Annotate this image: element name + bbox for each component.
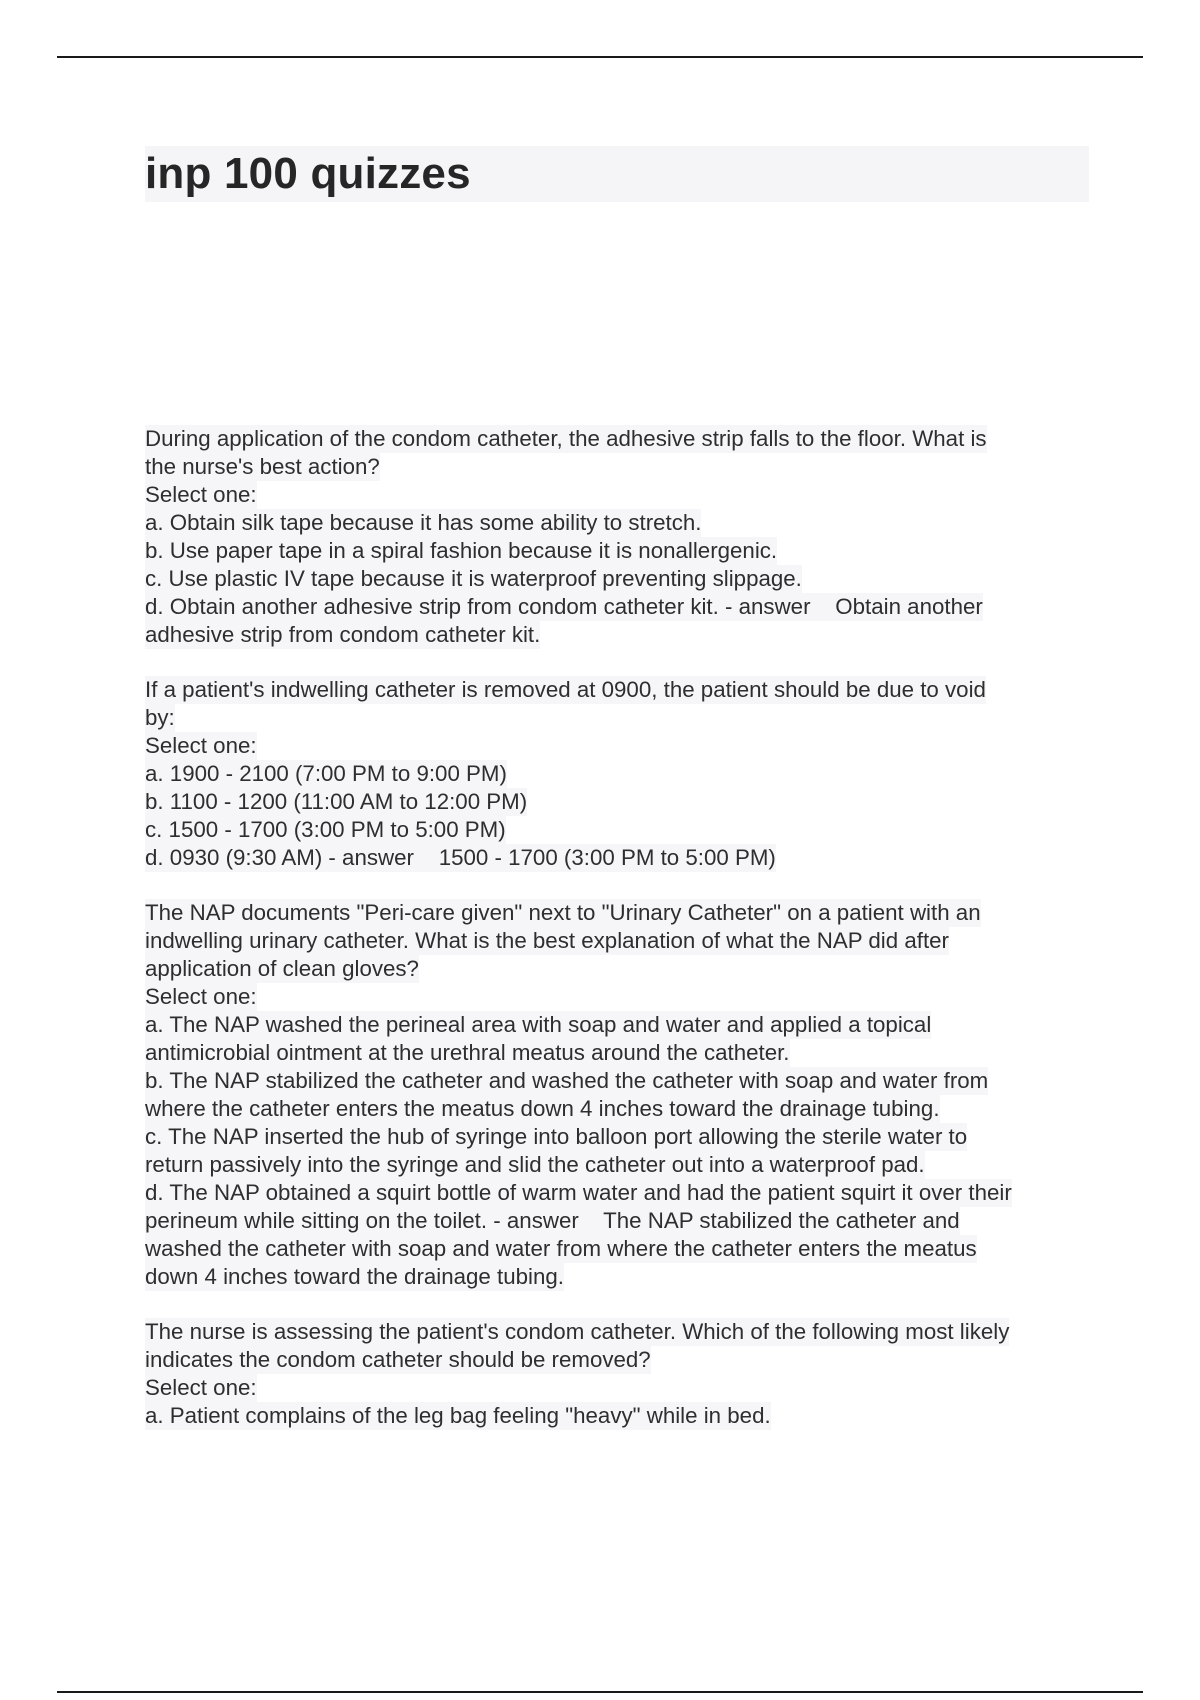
bottom-rule (57, 1691, 1143, 1693)
select-prompt: Select one: (145, 984, 257, 1009)
question-text: During application of the condom catheter, the adhesive strip falls to the floor. What is (145, 426, 987, 451)
question-text: indicates the condom catheter should be removed? (145, 1347, 651, 1372)
option-d-with-answer: d. Obtain another adhesive strip from condom catheter kit. - answer Obtain another (145, 594, 983, 619)
select-prompt: Select one: (145, 733, 257, 758)
option-b: b. Use paper tape in a spiral fashion because it is nonallergenic. (145, 538, 778, 563)
question-block-2 (145, 676, 1095, 872)
question-block-4 (145, 1318, 1095, 1430)
question-text: by: (145, 705, 175, 730)
option-c: c. The NAP inserted the hub of syringe into balloon port allowing the sterile water to (145, 1124, 968, 1149)
question-text: The nurse is assessing the patient's condom catheter. Which of the following most likely (145, 1319, 1010, 1344)
option-a: a. Obtain silk tape because it has some ability to stretch. (145, 510, 702, 535)
question-text: application of clean gloves? (145, 956, 419, 981)
option-a: antimicrobial ointment at the urethral meatus around the catheter. (145, 1040, 790, 1065)
quiz-content (145, 425, 1095, 1457)
option-c: c. Use plastic IV tape because it is waterproof preventing slippage. (145, 566, 802, 591)
answer-text: adhesive strip from condom catheter kit. (145, 622, 541, 647)
option-b: b. 1100 - 1200 (11:00 AM to 12:00 PM) (145, 789, 528, 814)
answer-text: washed the catheter with soap and water from where the catheter enters the meatus (145, 1236, 977, 1261)
option-d-with-answer: d. The NAP obtained a squirt bottle of warm water and had the patient squirt it over their (145, 1180, 1012, 1205)
question-block-3 (145, 899, 1095, 1291)
question-text: the nurse's best action? (145, 454, 380, 479)
select-prompt: Select one: (145, 482, 257, 507)
option-d-with-answer: d. 0930 (9:30 AM) - answer 1500 - 1700 (3:00 PM to 5:00 PM) (145, 845, 776, 870)
answer-text: down 4 inches toward the drainage tubing. (145, 1264, 564, 1289)
question-text: If a patient's indwelling catheter is removed at 0900, the patient should be due to void (145, 677, 986, 702)
question-text: The NAP documents "Peri-care given" next to "Urinary Catheter" on a patient with an (145, 900, 981, 925)
select-prompt: Select one: (145, 1375, 257, 1400)
option-b: b. The NAP stabilized the catheter and washed the catheter with soap and water from (145, 1068, 989, 1093)
option-d-with-answer: perineum while sitting on the toilet. - answer The NAP stabilized the catheter and (145, 1208, 960, 1233)
question-block-1 (145, 425, 1095, 649)
option-c: return passively into the syringe and slid the catheter out into a waterproof pad. (145, 1152, 925, 1177)
top-rule (57, 56, 1143, 58)
document-title: inp 100 quizzes (145, 149, 471, 198)
option-a: a. Patient complains of the leg bag feeling "heavy" while in bed. (145, 1403, 771, 1428)
option-a: a. The NAP washed the perineal area with soap and water and applied a topical (145, 1012, 932, 1037)
option-c: c. 1500 - 1700 (3:00 PM to 5:00 PM) (145, 817, 506, 842)
option-b: where the catheter enters the meatus down 4 inches toward the drainage tubing. (145, 1096, 940, 1121)
question-text: indwelling urinary catheter. What is the best explanation of what the NAP did after (145, 928, 949, 953)
option-a: a. 1900 - 2100 (7:00 PM to 9:00 PM) (145, 761, 507, 786)
